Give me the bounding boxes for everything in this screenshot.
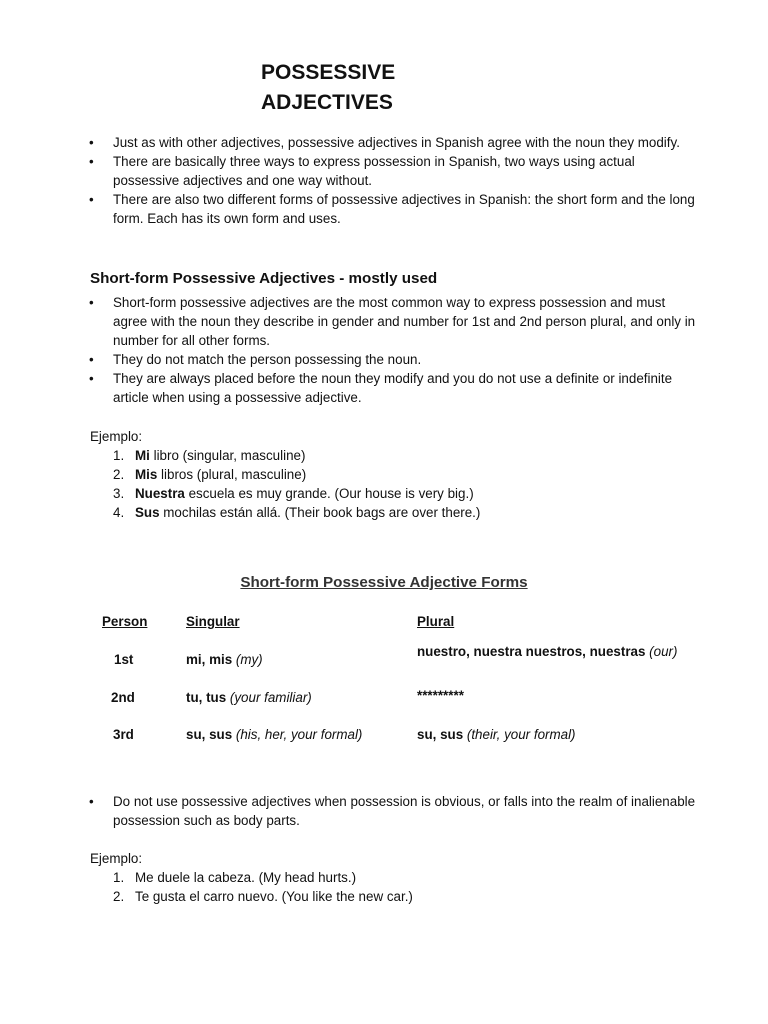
example-possessive: Nuestra	[135, 486, 185, 501]
example-number: 1.	[113, 870, 125, 885]
header-singular: Singular	[186, 614, 240, 629]
example-possessive: Mi	[135, 448, 150, 463]
row-1-singular-meaning: (my)	[232, 652, 263, 667]
row-2-singular	[186, 688, 312, 707]
short-form-bullet-1: • Short-form possessive adjectives are the most common way to express possession and must agree with the noun they describe in gender and number for 1st and 2nd person plural, and only in number for all other forms.	[0, 293, 768, 350]
page-title	[261, 58, 395, 118]
example-item	[0, 465, 480, 484]
intro-bullet-1: • Just as with other adjectives, possessive adjectives in Spanish agree with the noun they modify.	[0, 133, 768, 152]
short-form-bullet-list	[0, 293, 768, 407]
row-1-plural	[417, 642, 677, 661]
row-3-singular	[186, 725, 362, 744]
example-item	[0, 887, 413, 906]
row-1-plural-meaning: (our)	[645, 644, 678, 659]
row-3-plural-meaning: (their, your formal)	[463, 727, 576, 742]
final-bullet-1: • Do not use possessive adjectives when possession is obvious, or falls into the realm of inalienable possession such as body parts.	[0, 792, 768, 830]
example-possessive: Mis	[135, 467, 158, 482]
row-2-plural-forms: *********	[417, 688, 464, 703]
row-1-plural-forms: nuestro, nuestra nuestros, nuestras	[417, 644, 646, 659]
short-form-bullet-2: • They do not match the person possessing the noun.	[0, 350, 768, 369]
example-item	[0, 868, 413, 887]
final-bullet-list	[0, 792, 768, 830]
example-item	[0, 503, 480, 522]
ejemplo-label-2: Ejemplo:	[90, 851, 143, 866]
example-text: mochilas están allá. (Their book bags are over there.)	[159, 505, 481, 520]
example-text: libros (plural, masculine)	[157, 467, 307, 482]
example-number: 1.	[113, 448, 125, 463]
header-plural: Plural	[417, 614, 455, 629]
row-1-singular	[186, 650, 263, 669]
row-3-person: 3rd	[113, 727, 134, 742]
intro-bullet-2: • There are basically three ways to express possession in Spanish, two ways using actual possessive adjectives and one way without.	[0, 152, 768, 190]
example-possessive: Sus	[135, 505, 160, 520]
row-2-plural	[417, 686, 464, 705]
header-person: Person	[102, 614, 148, 629]
row-1-singular-forms: mi, mis	[186, 652, 233, 667]
intro-bullet-3: • There are also two different forms of possessive adjectives in Spanish: the short form and the long form. Each has its own form and uses.	[0, 190, 768, 228]
row-2-singular-meaning: (your familiar)	[226, 690, 312, 705]
table-title: Short-form Possessive Adjective Forms	[240, 574, 528, 591]
example-number: 2.	[113, 467, 125, 482]
example-number: 4.	[113, 505, 125, 520]
short-form-heading: Short-form Possessive Adjectives - mostly used	[90, 270, 438, 287]
title-line-1: POSSESSIVE	[261, 61, 396, 84]
example-number: 3.	[113, 486, 125, 501]
row-2-person: 2nd	[111, 690, 135, 705]
row-2-singular-forms: tu, tus	[186, 690, 227, 705]
example-list-1	[0, 446, 480, 522]
example-text: Te gusta el carro nuevo. (You like the new car.)	[135, 889, 413, 904]
example-text: libro (singular, masculine)	[149, 448, 306, 463]
example-text: Me duele la cabeza. (My head hurts.)	[135, 870, 357, 885]
example-text: escuela es muy grande. (Our house is very big.)	[184, 486, 474, 501]
example-number: 2.	[113, 889, 125, 904]
example-list-2	[0, 868, 413, 906]
example-item	[0, 446, 480, 465]
row-3-plural-forms: su, sus	[417, 727, 464, 742]
example-item	[0, 484, 480, 503]
title-line-2: ADJECTIVES	[261, 91, 393, 114]
row-3-singular-forms: su, sus	[186, 727, 233, 742]
row-1-person: 1st	[114, 652, 134, 667]
ejemplo-label: Ejemplo:	[90, 429, 143, 444]
row-3-plural	[417, 725, 576, 744]
intro-bullet-list	[0, 133, 768, 228]
short-form-bullet-3: • They are always placed before the noun they modify and you do not use a definite or indefinite article when using a possessive adjective.	[0, 369, 768, 407]
row-3-singular-meaning: (his, her, your formal)	[232, 727, 363, 742]
